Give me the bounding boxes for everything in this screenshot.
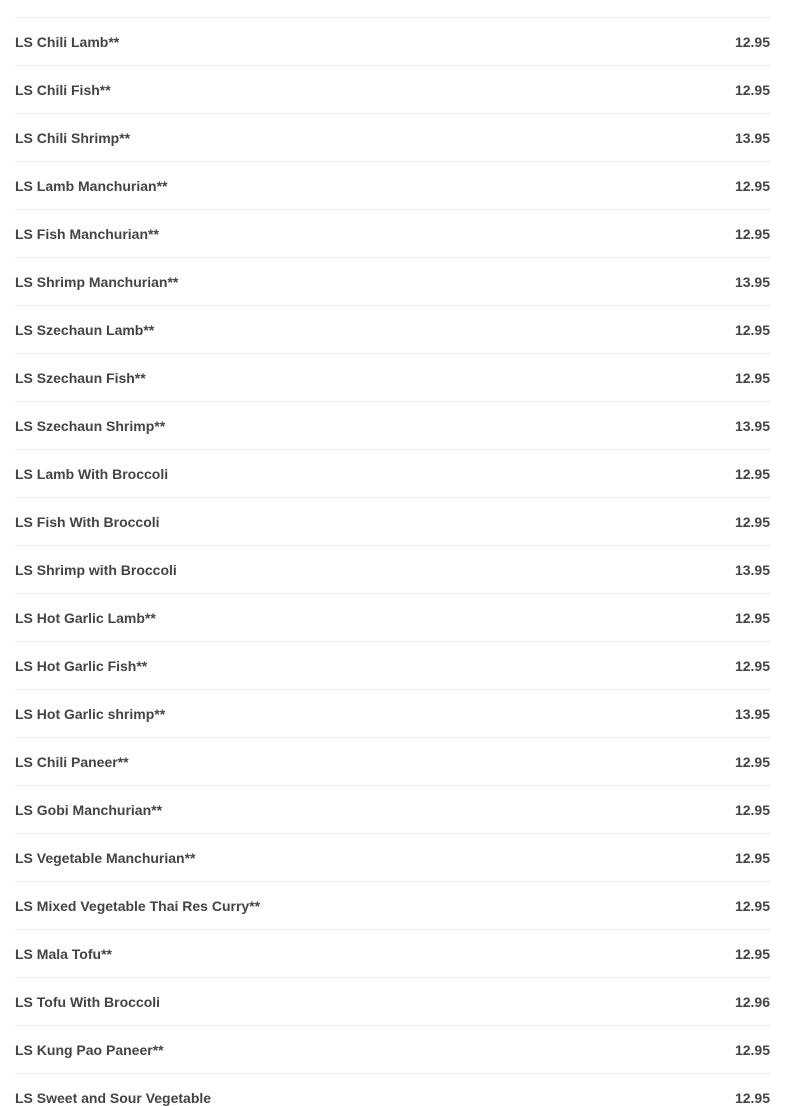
menu-item-price: 12.95 (734, 322, 770, 338)
menu-item-price: 12.95 (734, 802, 770, 818)
menu-item-name: LS Mixed Vegetable Thai Res Curry** (15, 898, 261, 914)
menu-item[interactable] (15, 738, 770, 786)
menu-item-price: 13.95 (734, 706, 770, 722)
menu-item[interactable] (15, 354, 770, 402)
menu-item[interactable] (15, 786, 770, 834)
menu-item-name: LS Chili Paneer** (15, 754, 129, 770)
menu-item-name: LS Lamb Manchurian** (15, 178, 168, 194)
menu-item-name: LS Szechaun Shrimp** (15, 418, 166, 434)
menu-item-price: 12.95 (734, 370, 770, 386)
menu-item-name: LS Hot Garlic shrimp** (15, 706, 166, 722)
menu-item-name: LS Hot Garlic Lamb** (15, 610, 156, 626)
menu-item-name: LS Fish Manchurian** (15, 226, 159, 242)
menu-item-name: LS Tofu With Broccoli (15, 994, 161, 1010)
menu-item[interactable] (15, 0, 770, 18)
menu-item-name: LS Shrimp with Broccoli (15, 562, 177, 578)
menu-item-price: 12.95 (734, 226, 770, 242)
menu-item-price: 12.95 (734, 658, 770, 674)
menu-item[interactable] (15, 930, 770, 978)
menu-item[interactable] (15, 66, 770, 114)
menu-item-price: 13.95 (734, 562, 770, 578)
menu-item-name: LS Szechaun Fish** (15, 370, 146, 386)
menu-item-price: 12.95 (734, 754, 770, 770)
menu-item-name: LS Mala Tofu** (15, 946, 112, 962)
menu-item-name: LS Szechaun Lamb** (15, 322, 155, 338)
menu-item-price: 12.95 (734, 1042, 770, 1058)
menu-item[interactable] (15, 402, 770, 450)
menu-item-name: LS Lamb With Broccoli (15, 466, 169, 482)
menu-item-price: 12.95 (734, 898, 770, 914)
menu-item[interactable] (15, 834, 770, 882)
menu-item[interactable] (15, 306, 770, 354)
menu-item[interactable] (15, 450, 770, 498)
menu-item[interactable] (15, 690, 770, 738)
menu-item-name: LS Sweet and Sour Vegetable (15, 1090, 212, 1106)
menu-item-name: LS Hot Garlic Fish** (15, 658, 148, 674)
menu-item[interactable] (15, 1074, 770, 1106)
menu-item-name: LS Shrimp Manchurian** (15, 274, 179, 290)
menu-item[interactable] (15, 546, 770, 594)
menu-item-price: 12.95 (734, 1090, 770, 1106)
menu-item-price: 12.95 (734, 82, 770, 98)
menu-item-price: 12.95 (734, 178, 770, 194)
menu-item[interactable] (15, 210, 770, 258)
menu-item-name: LS Chili Fish** (15, 82, 111, 98)
menu-item-name: LS Chili Lamb** (15, 34, 120, 50)
menu-item-name: LS Kung Pao Paneer** (15, 1042, 164, 1058)
menu-item-price: 12.95 (734, 34, 770, 50)
menu-item[interactable] (15, 498, 770, 546)
menu-item[interactable] (15, 18, 770, 66)
menu-item-price: 12.95 (734, 514, 770, 530)
menu-item[interactable] (15, 1026, 770, 1074)
menu-item[interactable] (15, 258, 770, 306)
menu-item-price: 13.95 (734, 418, 770, 434)
menu-item-price: 13.95 (734, 274, 770, 290)
menu-item-price: 13.95 (734, 130, 770, 146)
menu-item-name: LS Chili Shrimp** (15, 130, 131, 146)
menu-item[interactable] (15, 978, 770, 1026)
menu-item[interactable] (15, 882, 770, 930)
menu-item-price: 12.95 (734, 850, 770, 866)
menu-item-price: 12.95 (734, 610, 770, 626)
menu-item[interactable] (15, 642, 770, 690)
menu-item-price: 12.96 (734, 994, 770, 1010)
menu-item-price: 12.95 (734, 466, 770, 482)
menu-item[interactable] (15, 594, 770, 642)
menu-item[interactable] (15, 114, 770, 162)
menu-item[interactable] (15, 162, 770, 210)
menu-item-name: LS Fish With Broccoli (15, 514, 160, 530)
menu-item-price: 12.95 (734, 946, 770, 962)
menu-item-name: LS Vegetable Manchurian** (15, 850, 196, 866)
menu-item-name: LS Gobi Manchurian** (15, 802, 163, 818)
